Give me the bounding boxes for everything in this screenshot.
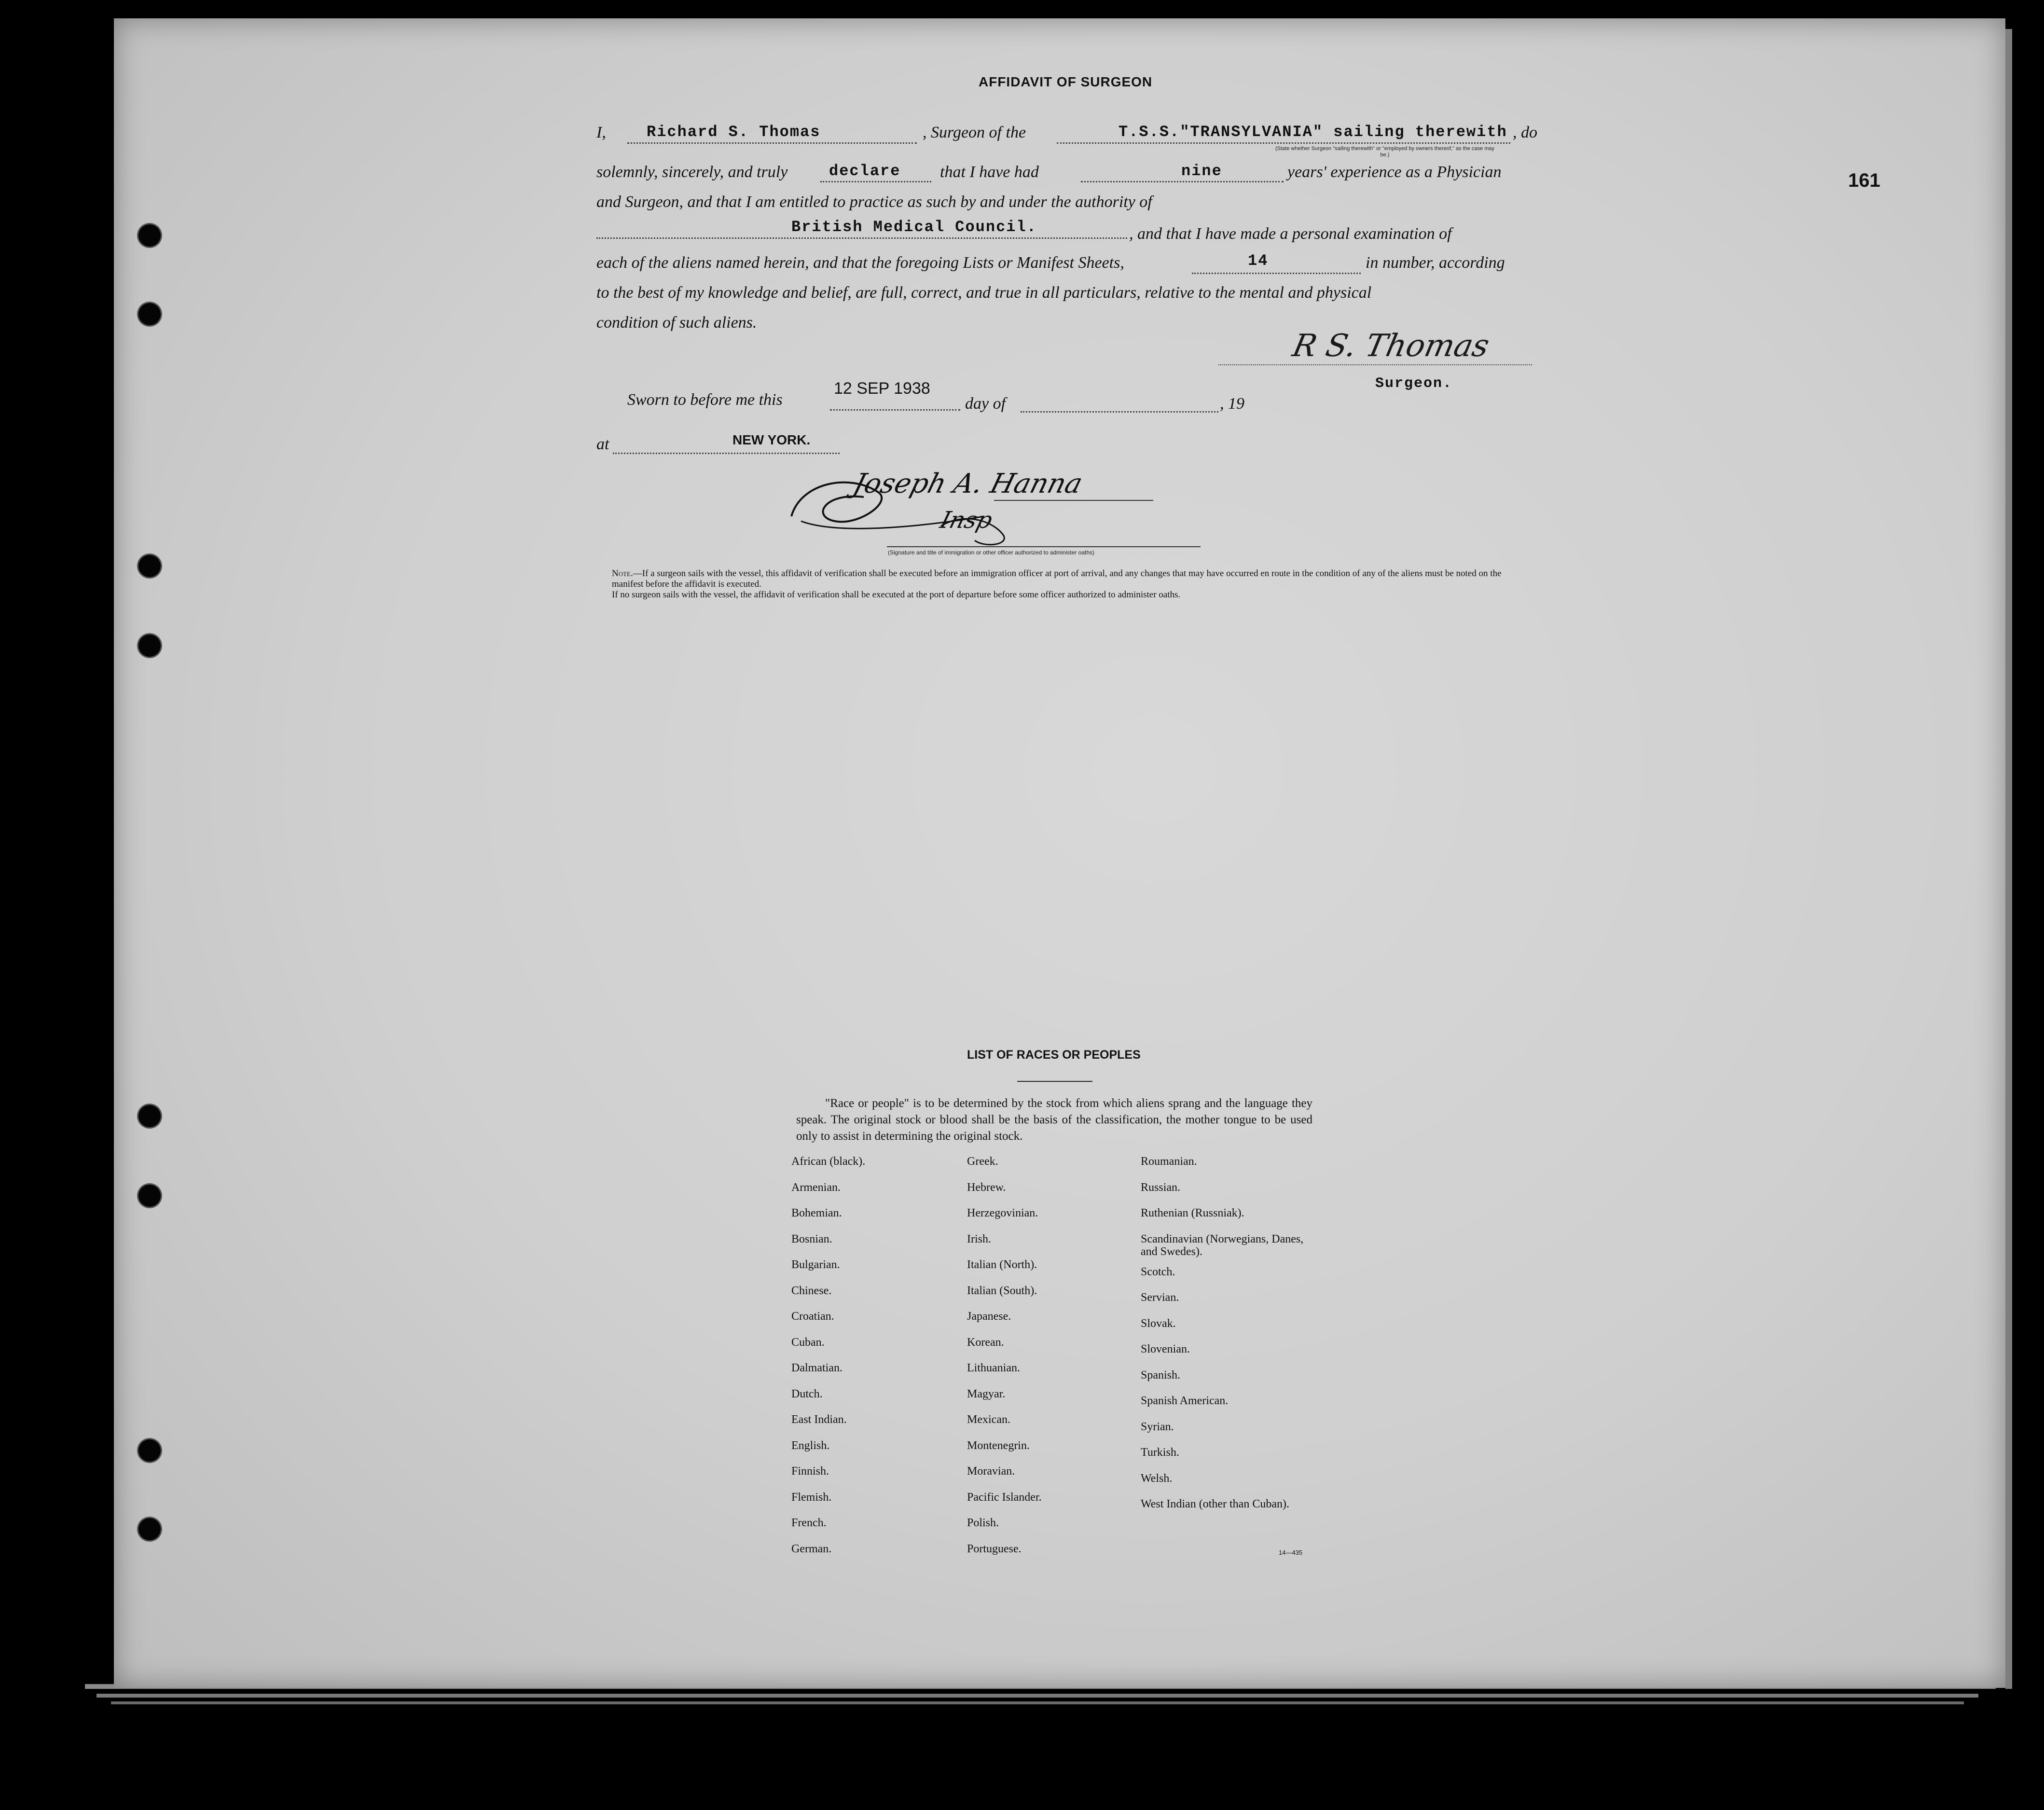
officer-title-signature: Insp [937,507,995,534]
race-entry: Chinese. [791,1284,832,1297]
race-entry: Japanese. [967,1310,1011,1323]
race-entry: Montenegrin. [967,1439,1030,1452]
fill-line [627,142,917,144]
race-entry: Croatian. [791,1310,834,1323]
fill-line [820,181,931,182]
affidavit-text: solemnly, sincerely, and truly [596,163,788,181]
affidavit-text: condition of such aliens. [596,314,757,332]
race-entry: East Indian. [791,1413,847,1426]
race-entry: Slovenian. [1141,1343,1190,1355]
note-label: Note. [612,568,633,579]
affidavit-text: in number, according [1366,254,1505,272]
page-number: 161 [1848,170,1880,191]
licensing-authority: British Medical Council. [791,218,1037,236]
affidavit-text: at [596,435,609,453]
surgeon-label: Surgeon. [1375,375,1453,392]
races-column-2 [967,1155,1042,1568]
race-entry: Bosnian. [791,1232,832,1245]
fill-line [613,453,840,454]
race-entry: Greek. [967,1155,998,1168]
affidavit-text: to the best of my knowledge and belief, are full, correct, and true in all particulars, relative to the mental and physical [596,284,1372,302]
race-entry: Welsh. [1141,1472,1173,1485]
declare-verb: declare [829,162,901,180]
affidavit-text: that I have had [940,163,1039,181]
races-column-1 [791,1155,865,1568]
affidavit-title: AFFIDAVIT OF SURGEON [979,74,1153,89]
note-text-2: If no surgeon sails with the vessel, the affidavit of verification shall be executed at the port of departure before some officer authorized to administer oaths. [612,590,1181,600]
punch-hole [138,555,161,577]
years-experience: nine [1181,162,1222,180]
punch-hole [138,224,161,247]
race-entry: Ruthenian (Russniak). [1141,1207,1244,1219]
race-entry: West Indian (other than Cuban). [1141,1498,1289,1510]
race-entry: Herzegovinian. [967,1207,1038,1219]
affidavit-text: day of [965,395,1006,413]
punch-hole [138,1439,161,1462]
page-edge [111,1701,1964,1704]
punch-hole [138,635,161,657]
affidavit-text: , 19 [1220,395,1244,413]
affidavit-text: each of the aliens named herein, and that the foregoing Lists or Manifest Sheets, [596,254,1124,272]
vessel-note: (State whether Surgeon "sailing therewith" or "employed by owners thereof," as the case may be.) [1275,146,1495,158]
race-entry: Slovak. [1141,1317,1176,1330]
affidavit-text: and Surgeon, and that I am entitled to practice as such by and under the authority of [596,193,1152,211]
fill-line [1021,411,1218,413]
race-entry: Mexican. [967,1413,1010,1426]
race-entry: Korean. [967,1336,1004,1349]
races-column-3 [1141,1155,1314,1518]
surgeon-name: Richard S. Thomas [647,123,821,141]
race-entry: Spanish. [1141,1368,1181,1382]
punch-hole [138,1185,161,1207]
race-entry: Bulgarian. [791,1258,840,1271]
race-entry: Italian (South). [967,1284,1037,1297]
race-entry: Flemish. [791,1491,832,1504]
vessel-name: T.S.S."TRANSYLVANIA" sailing therewith [1119,123,1507,141]
race-entry: Polish. [967,1517,999,1529]
affidavit-text: , Surgeon of the [923,124,1026,141]
officer-signature: Joseph A. Hanna [850,468,1086,499]
races-title: LIST OF RACES OR PEOPLES [967,1048,1141,1062]
race-entry: Armenian. [791,1181,841,1194]
race-entry: Cuban. [791,1336,825,1349]
fill-line [1057,142,1510,144]
race-entry: Irish. [967,1232,991,1245]
race-entry: Lithuanian. [967,1362,1020,1374]
race-entry: Turkish. [1141,1446,1179,1459]
affidavit-text: I, [596,124,606,141]
signature-line [1218,364,1532,365]
race-entry: Spanish American. [1141,1395,1229,1407]
punch-hole [138,1518,161,1540]
fill-line [1192,273,1361,274]
race-entry: Scandinavian (Norwegians, Danes, and Swedes). [1141,1232,1304,1258]
race-entry: Italian (North). [967,1258,1037,1271]
race-entry: Finnish. [791,1465,829,1478]
race-entry: Roumanian. [1141,1155,1197,1168]
race-entry: English. [791,1439,830,1452]
punch-hole [138,1105,161,1127]
place-of-oath: NEW YORK. [732,432,811,447]
race-entry: Dutch. [791,1387,823,1400]
race-entry: Magyar. [967,1387,1006,1400]
note-text: —If a surgeon sails with the vessel, this affidavit of verification shall be executed before an immigration officer at port of arrival, and any changes that may have occurred en route in the condition of any of the aliens must be noted on the manifest before the affidavit is executed. [612,568,1502,589]
fill-line [1081,181,1284,182]
signature-line [887,546,1201,547]
race-entry: Pacific Islander. [967,1491,1042,1504]
officer-caption: (Signature and title of immigration or other officer authorized to administer oaths) [888,549,1094,556]
affidavit-note [612,568,1529,600]
affidavit-text: , do [1513,124,1537,141]
races-intro: "Race or people" is to be determined by the stock from which aliens sprang and the language they speak. The original stock or blood shall be the basis of the classification, the mother tongue to be used only to assist in determining the original stock. [796,1097,1312,1143]
signature-line [994,500,1153,501]
page-edge [97,1694,1978,1698]
race-entry: Hebrew. [967,1181,1006,1194]
race-entry: Russian. [1141,1181,1181,1194]
fill-line [596,237,1127,239]
race-entry: Portuguese. [967,1542,1022,1555]
race-entry: Scotch. [1141,1265,1175,1278]
race-entry: African (black). [791,1155,866,1168]
race-entry: Servian. [1141,1291,1179,1304]
title-rule [1017,1081,1092,1082]
race-entry: French. [791,1517,827,1529]
fill-line [830,409,960,411]
date-stamp: 12 SEP 1938 [834,379,930,398]
race-entry: Bohemian. [791,1207,842,1219]
affidavit-text: , and that I have made a personal examination of [1129,225,1452,243]
surgeon-signature: R S. Thomas [1289,328,1492,364]
race-entry: Moravian. [967,1465,1015,1478]
punch-hole [138,303,161,325]
affidavit-text: years' experience as a Physician [1287,163,1502,181]
race-entry: Syrian. [1141,1420,1174,1433]
manifest-sheets-count: 14 [1248,252,1269,270]
affidavit-text: Sworn to before me this [627,391,783,409]
race-entry: German. [791,1542,832,1555]
form-number: 14—435 [1279,1549,1303,1556]
race-entry: Dalmatian. [791,1362,842,1374]
page-edge [2005,29,2012,1689]
